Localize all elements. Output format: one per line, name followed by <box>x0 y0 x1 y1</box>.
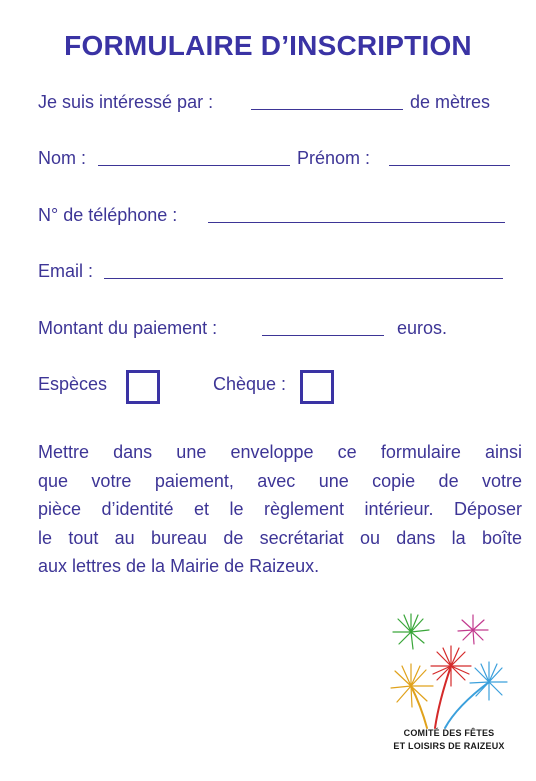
distance-label: Je suis intéressé par : <box>38 92 214 112</box>
instructions-line: aux lettres de la Mairie de Raizeux. <box>38 556 320 576</box>
logo-line-1: COMITÉ DES FÊTES <box>403 728 495 738</box>
logo-line-2: ET LOISIRS DE RAIZEUX <box>393 741 505 751</box>
form-title: FORMULAIRE D’INSCRIPTION <box>64 30 472 61</box>
prenom-input-line[interactable] <box>389 165 510 166</box>
distance-unit: de mètres <box>410 92 491 112</box>
cheque-label: Chèque : <box>213 374 287 394</box>
especes-checkbox[interactable] <box>126 370 160 404</box>
nom-label: Nom : <box>38 148 87 168</box>
instructions-line: que votre paiement, avec une copie de votre <box>38 470 522 491</box>
telephone-input-line[interactable] <box>208 222 505 223</box>
montant-unit: euros. <box>397 318 448 338</box>
montant-input-line[interactable] <box>262 335 384 336</box>
email-label: Email : <box>38 261 94 281</box>
prenom-label: Prénom : <box>297 148 371 168</box>
montant-label: Montant du paiement : <box>38 318 218 338</box>
email-input-line[interactable] <box>104 278 503 279</box>
instructions-line: le tout au bureau de secrétariat ou dans la boîte <box>38 527 522 548</box>
distance-input-line[interactable] <box>251 109 403 110</box>
instructions-line: pièce d’identité et le règlement intérieur. Déposer <box>38 499 522 519</box>
instructions-paragraph <box>38 438 522 581</box>
telephone-label: N° de téléphone : <box>38 205 178 225</box>
instructions-line: Mettre dans une enveloppe ce formulaire ainsi <box>38 442 522 462</box>
cheque-checkbox[interactable] <box>300 370 334 404</box>
especes-label: Espèces <box>38 374 108 394</box>
nom-input-line[interactable] <box>98 165 290 166</box>
